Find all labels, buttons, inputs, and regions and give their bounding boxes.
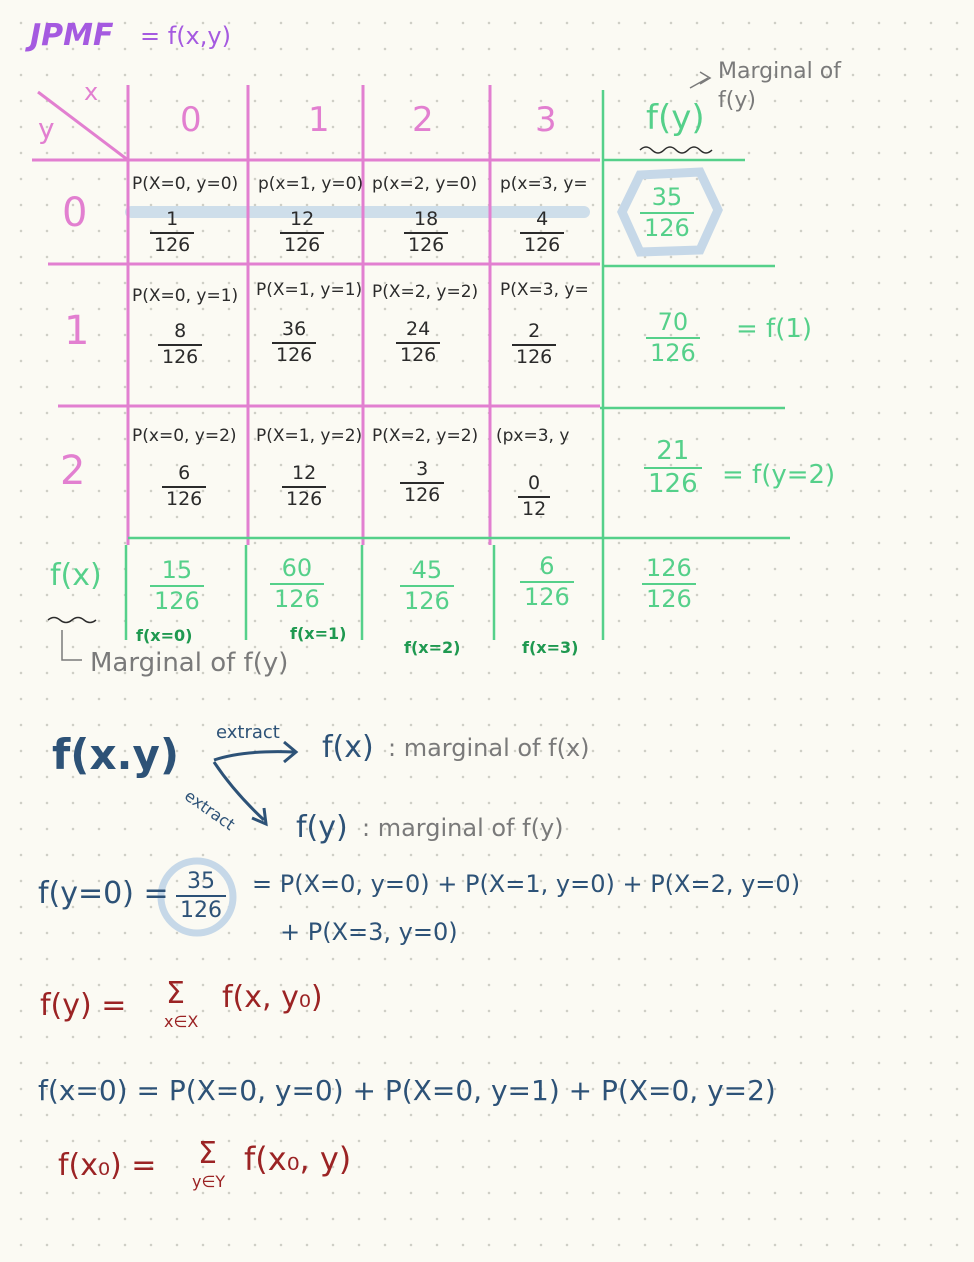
cell-fraction: 8 126 [158,322,202,368]
fx-fraction: 45 126 [400,558,454,614]
title-equation: = f(x,y) [140,22,231,50]
eq1-fraction: 35 126 [176,870,226,922]
y-header-1: 1 [64,308,90,354]
cell-fraction: 18 126 [404,210,448,256]
fx-sub-label: f(x=3) [522,638,579,657]
x-header-3: 3 [535,100,557,140]
y-header-0: 0 [62,190,88,236]
cell-fraction: 4 126 [520,210,564,256]
cell-label: p(x=3, y= [500,174,588,194]
cell-label: p(x=2, y=0) [372,174,478,194]
x-header-2: 2 [412,100,434,140]
cell-label: P(x=0, y=2) [132,426,237,446]
diagram-extract-top: extract [216,722,280,743]
eq2-rhs: f(x, y₀) [222,980,323,1015]
x-header-0: 0 [180,100,202,140]
cell-label: P(X=0, y=0) [132,174,239,194]
fx-sub-label: f(x=2) [404,638,461,657]
marginal-note-bottom: Marginal of f(y) [90,648,289,678]
cell-label: p(x=1, y=0) [258,174,364,194]
eq2-lhs: f(y) = [40,988,127,1023]
total-fraction: 126 126 [642,556,696,612]
fx-sub-label: f(x=1) [290,624,347,643]
fx-fraction: 15 126 [150,558,204,614]
fx-sub-label: f(x=0) [136,626,193,645]
x-header-1: 1 [308,100,330,140]
cell-label: P(X=2, y=2) [372,282,479,302]
fy-fraction: 35 126 [640,185,694,241]
cell-label: P(X=1, y=1) [256,280,363,300]
fy-fraction: 21 126 [644,438,702,499]
cell-label: P(X=2, y=2) [372,426,479,446]
cell-label: P(X=3, y= [500,280,589,300]
fx-row-label: f(x) [50,558,102,593]
fy-note: = f(y=2) [722,460,836,490]
cell-fraction: 12 126 [282,464,326,510]
diagram-extract-bottom: extract [181,786,239,835]
eq1-lhs: f(y=0) = [38,876,169,911]
diagram-target-fy: f(y) [296,810,348,845]
eq1-rhs-line2: + P(X=3, y=0) [280,918,458,946]
cell-label: (px=3, y [496,426,570,446]
corner-x-label: x [84,78,99,106]
cell-label: P(X=0, y=1) [132,286,239,306]
eq2-sum-subscript: x∈X [164,1012,199,1031]
fx-fraction: 60 126 [270,556,324,612]
marginal-note-top: Marginal of f(y) [718,59,841,113]
eq4-lhs: f(x₀) = [58,1148,157,1183]
eq3: f(x=0) = P(X=0, y=0) + P(X=0, y=1) + P(X=0, y=2) [38,1074,776,1107]
cell-fraction: 6 126 [162,464,206,510]
fy-column-header: f(y) [646,98,705,138]
cell-fraction: 2 126 [512,322,556,368]
diagram-fxy: f(x.y) [52,730,180,779]
diagram-target-fy-note: : marginal of f(y) [362,814,564,842]
diagram-target-fx: f(x) [322,730,374,765]
eq4-rhs: f(x₀, y) [244,1140,352,1178]
eq4-sum-symbol: Σ [198,1136,217,1171]
cell-fraction: 1 126 [150,210,194,256]
fx-fraction: 6 126 [520,554,574,610]
diagram-target-fx-note: : marginal of f(x) [388,734,590,762]
cell-fraction: 0 12 [518,474,550,520]
eq4-sum-subscript: y∈Y [192,1172,226,1191]
fy-note: = f(1) [736,314,813,344]
cell-label: P(X=1, y=2) [256,426,363,446]
cell-fraction: 3 126 [400,460,444,506]
y-header-2: 2 [60,448,86,494]
eq1-rhs-line1: = P(X=0, y=0) + P(X=1, y=0) + P(X=2, y=0) [252,870,801,898]
cell-fraction: 36 126 [272,320,316,366]
eq2-sum-symbol: Σ [166,976,185,1011]
cell-fraction: 24 126 [396,320,440,366]
cell-fraction: 12 126 [280,210,324,256]
corner-y-label: y [38,112,55,145]
page-title: JPMF [30,18,114,53]
fy-fraction: 70 126 [646,310,700,366]
